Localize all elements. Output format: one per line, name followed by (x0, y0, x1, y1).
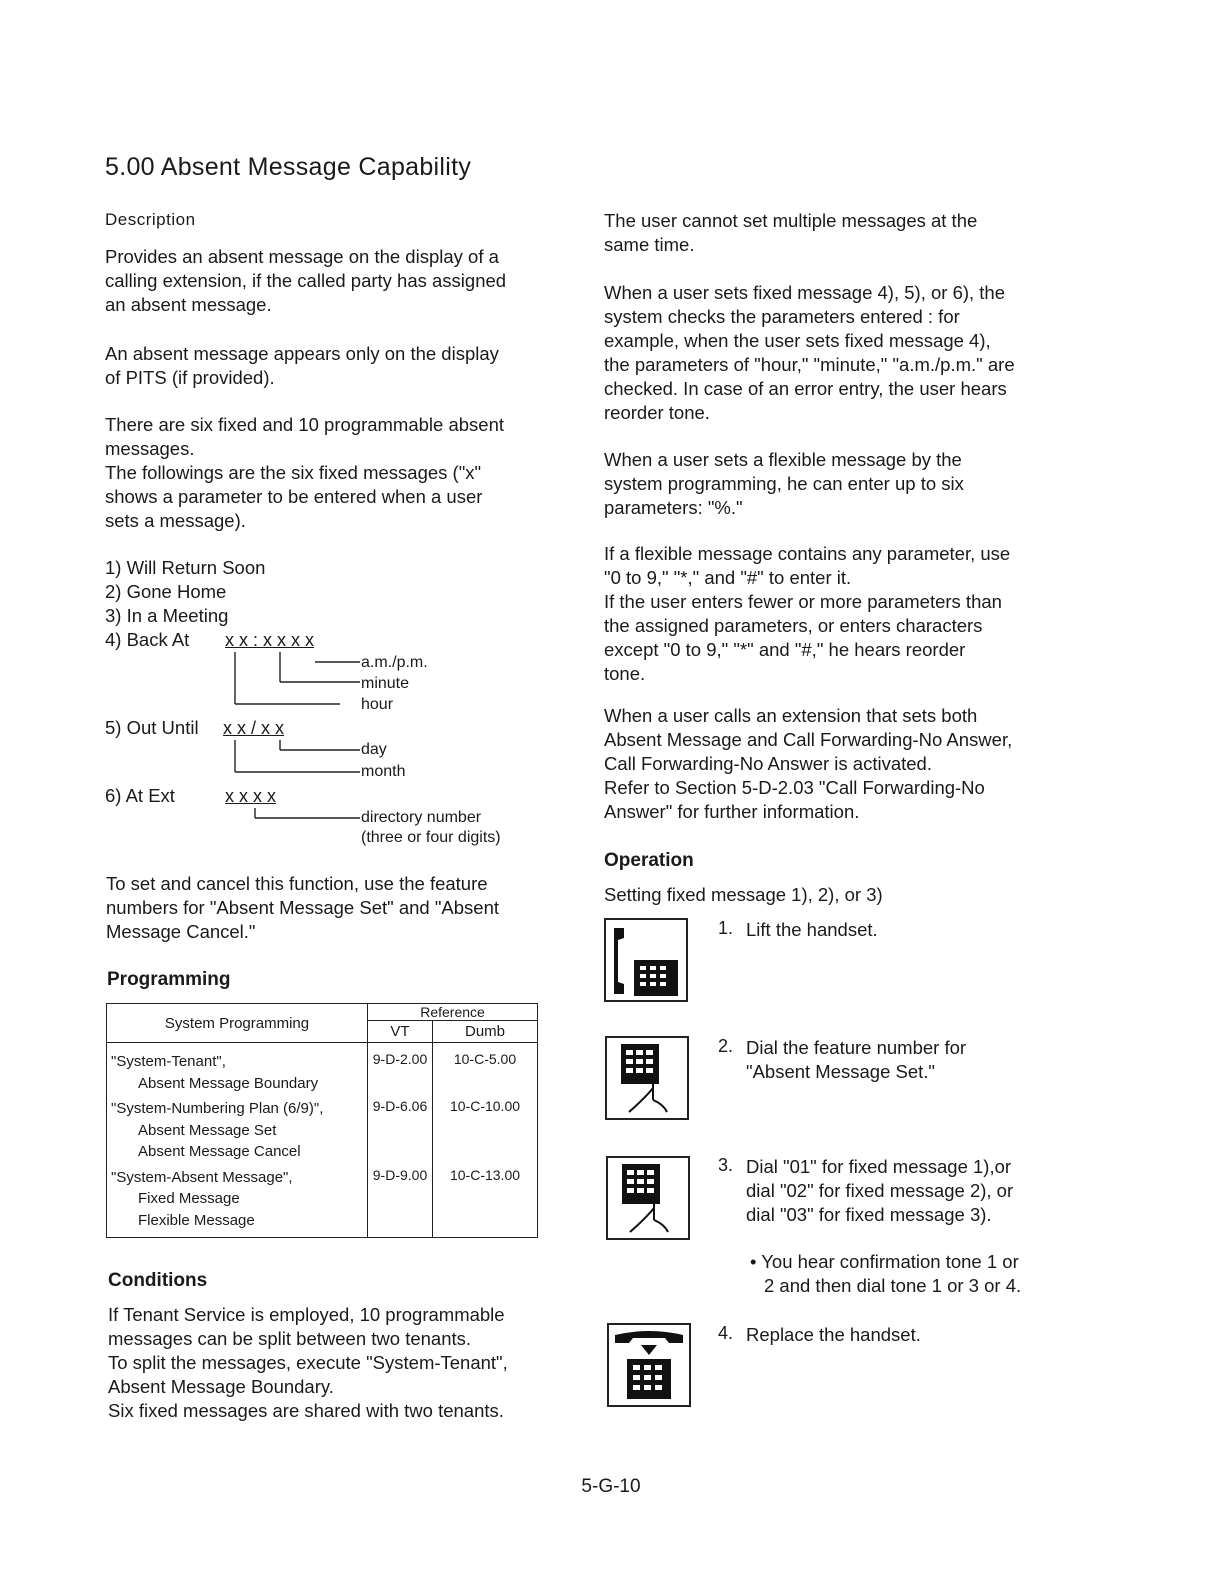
right-paragraph-1: The user cannot set multiple messages at the same time. (604, 210, 978, 255)
dial-keypad-icon (606, 1156, 690, 1240)
page-title: 5.00 Absent Message Capability (105, 153, 472, 181)
step-2-number: 2. (718, 1036, 734, 1056)
right-paragraph-3: When a user sets a flexible message by the system programming, he can enter up to six parameters: "%." (604, 449, 964, 518)
label-day: day (361, 741, 387, 758)
step-3-text: Dial "01" for fixed message 1),or dial "02" for fixed message 2), or dial "03" for fixed message 3). (746, 1156, 1014, 1225)
step-1-text: Lift the handset. (746, 919, 878, 940)
message-6-bracket-diagram (220, 806, 370, 826)
message-3: 3) In a Meeting (105, 605, 229, 626)
step-4-text: Replace the handset. (746, 1324, 921, 1345)
label-hour: hour (361, 696, 394, 713)
step-2-text: Dial the feature number for "Absent Message Set." (746, 1037, 967, 1082)
table-header-system-programming: System Programming (107, 1004, 368, 1043)
message-5-parameter: x x / x x (223, 718, 285, 738)
message-4-bracket-diagram (220, 650, 370, 720)
table-header-reference: Reference (368, 1004, 538, 1021)
message-6: 6) At Ext (105, 785, 175, 806)
message-4-parameter: x x : x x x x (225, 630, 315, 650)
conditions-paragraph: If Tenant Service is employed, 10 programmable messages can be split between two tenants. To split the messages, execute "System-Tenant", Absent Message Boundary. Six fixed messages are shared with two tenants. (108, 1304, 508, 1421)
description-heading: Description (105, 210, 196, 229)
message-6-parameter: x x x x (225, 786, 277, 806)
message-5-bracket-diagram (220, 738, 370, 778)
page-number: 5-G-10 (581, 1476, 641, 1497)
label-three-or-four-digits: (three or four digits) (361, 829, 501, 846)
dial-keypad-icon (605, 1036, 689, 1120)
lift-handset-icon (604, 918, 688, 1002)
programming-heading: Programming (107, 969, 231, 990)
function-paragraph: To set and cancel this function, use the feature numbers for "Absent Message Set" and "Absent Message Cancel." (106, 873, 499, 942)
description-paragraph-3: There are six fixed and 10 programmable absent messages. The followings are the six fixed messages ("x" shows a parameter to be entered when a user sets a message). (105, 414, 504, 531)
message-2: 2) Gone Home (105, 581, 227, 602)
label-directory-number: directory number (361, 809, 482, 826)
message-5: 5) Out Until (105, 717, 199, 738)
step-1-number: 1. (718, 918, 734, 938)
right-paragraph-4: If a flexible message contains any parameter, use "0 to 9," "*," and "#" to enter it. If the user enters fewer or more parameters than the assigned parameters, or enters characters except "0 to 9," "*" and "#," he hears reorder tone. (604, 543, 1011, 684)
replace-handset-icon (607, 1323, 691, 1407)
label-month: month (361, 763, 406, 780)
step-4-number: 4. (718, 1323, 734, 1343)
label-minute: minute (361, 675, 410, 692)
message-4: 4) Back At (105, 629, 190, 650)
message-1: 1) Will Return Soon (105, 557, 266, 578)
conditions-heading: Conditions (108, 1270, 208, 1291)
description-paragraph-1: Provides an absent message on the display of a calling extension, if the called party has assigned an absent message. (105, 246, 507, 315)
table-row: "System-Tenant", Absent Message Boundary 9-D-2.00 10-C-5.00 (107, 1043, 538, 1097)
description-paragraph-2: An absent message appears only on the display of PITS (if provided). (105, 343, 499, 388)
right-paragraph-5: When a user calls an extension that sets both Absent Message and Call Forwarding-No Answer, Call Forwarding-No Answer is activated. Refer to Section 5-D-2.03 "Call Forwarding-No Answer" for further information. (604, 705, 1013, 822)
right-paragraph-2: When a user sets fixed message 4), 5), or 6), the system checks the parameters entered : for example, when the user sets fixed message 4), the parameters of "hour," "minute," "a.m./p.m." are checked. In case of an error entry, the user hears reorder tone. (604, 282, 1015, 423)
operation-subheading: Setting fixed message 1), 2), or 3) (604, 884, 883, 905)
table-header-dumb: Dumb (433, 1021, 538, 1043)
programming-reference-table (106, 1003, 538, 1238)
table-row: "System-Absent Message", Fixed Message Flexible Message 9-D-9.00 10-C-13.00 (107, 1165, 538, 1238)
label-am-pm: a.m./p.m. (361, 654, 428, 671)
step-3-number: 3. (718, 1155, 734, 1175)
table-row: "System-Numbering Plan (6/9)", Absent Message Set Absent Message Cancel 9-D-6.06 10-C-10.00 (107, 1096, 538, 1165)
confirmation-tone-note: • You hear confirmation tone 1 or 2 and then dial tone 1 or 3 or 4. (750, 1251, 1022, 1296)
operation-heading: Operation (604, 850, 694, 871)
table-header-vt: VT (368, 1021, 433, 1043)
